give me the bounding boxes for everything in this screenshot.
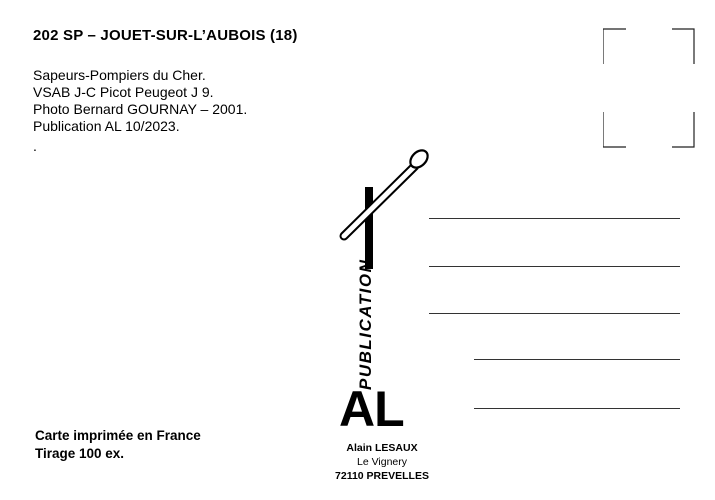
publisher-address <box>320 441 444 483</box>
description-line-4: Publication AL 10/2023. <box>33 118 180 134</box>
description-dot: . <box>33 138 37 154</box>
printed-in-france: Carte imprimée en France <box>35 428 201 443</box>
logo-vertical-bar <box>365 187 373 269</box>
address-line-1 <box>429 218 680 219</box>
card-title: 202 SP – JOUET-SUR-L’AUBOIS (18) <box>33 27 298 44</box>
publisher-city: 72110 PREVELLES <box>335 470 429 482</box>
matchstick-icon <box>344 147 431 236</box>
publisher-name: Alain LESAUX <box>346 442 418 454</box>
footer-info <box>35 427 201 463</box>
print-run: Tirage 100 ex. <box>35 446 125 461</box>
address-line-2 <box>429 266 680 267</box>
address-line-5 <box>474 408 680 409</box>
description-line-2: VSAB J-C Picot Peugeot J 9. <box>33 84 214 100</box>
description-line-3: Photo Bernard GOURNAY – 2001. <box>33 101 248 117</box>
address-line-4 <box>474 359 680 360</box>
card-description <box>33 67 247 135</box>
address-line-3 <box>429 313 680 314</box>
logo-publication-text: PUBLICATION <box>356 258 375 390</box>
publisher-street: Le Vignery <box>356 456 407 468</box>
description-line-1: Sapeurs-Pompiers du Cher. <box>33 67 206 83</box>
stamp-corner-marks-icon <box>603 28 695 148</box>
logo-al-letters: AL <box>339 381 404 437</box>
